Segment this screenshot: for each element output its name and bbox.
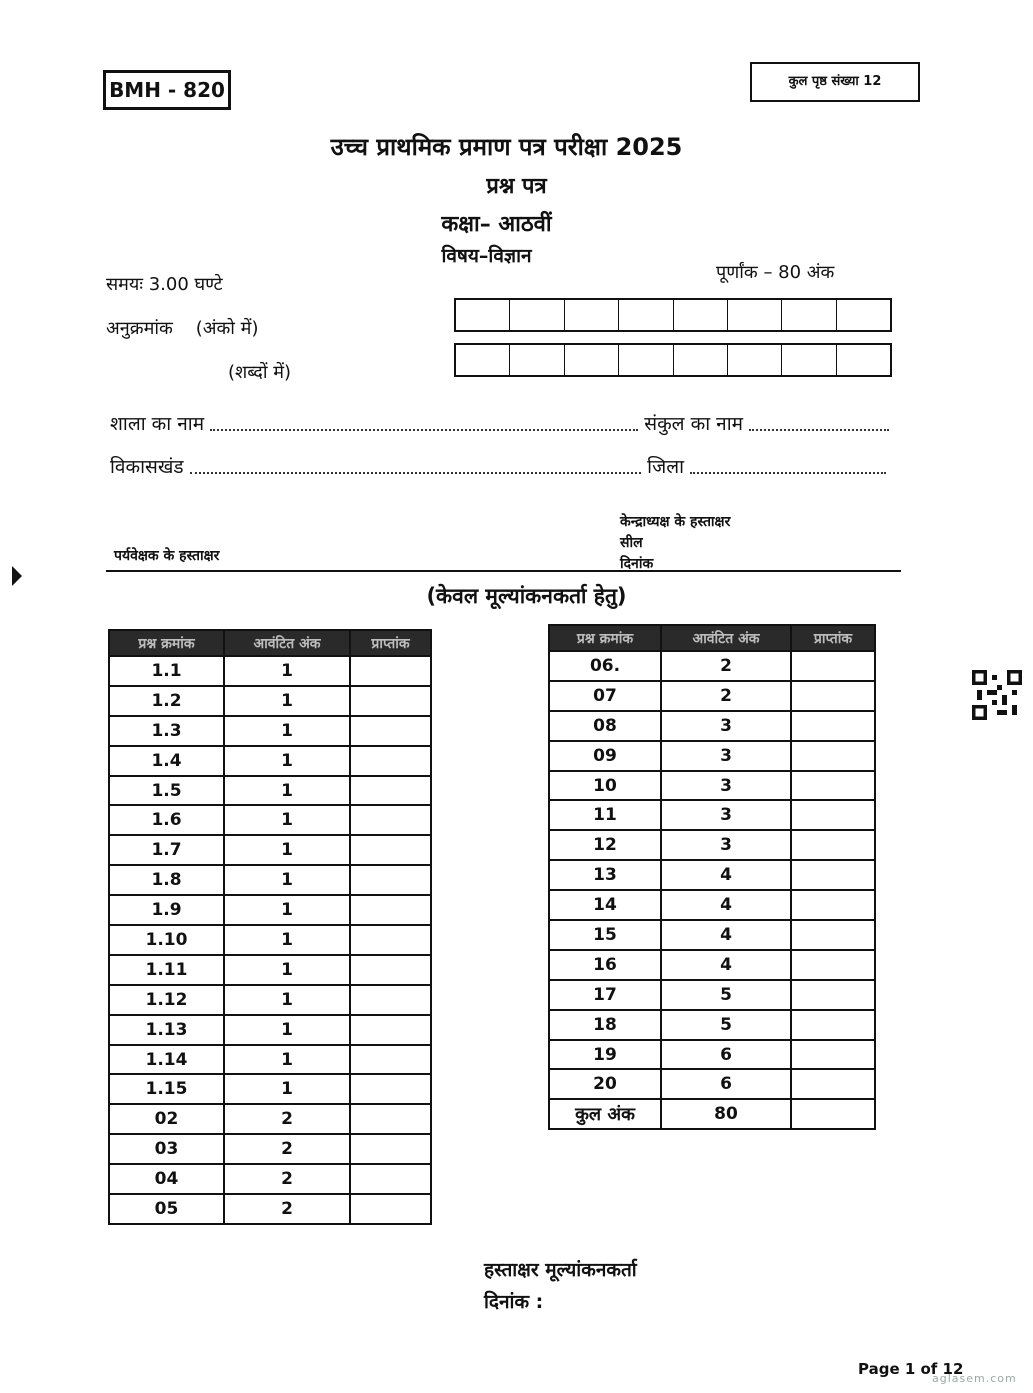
allotted-marks-cell: 1 xyxy=(224,985,350,1015)
header-question-no: प्रश्न क्रमांक xyxy=(109,630,224,656)
table-row xyxy=(549,950,875,980)
total-value: 80 xyxy=(661,1099,791,1129)
obtained-marks-cell[interactable] xyxy=(350,1164,431,1194)
total-row xyxy=(549,1099,875,1129)
table-row xyxy=(109,1074,431,1104)
question-number-cell: 12 xyxy=(549,830,661,860)
table-row xyxy=(109,1045,431,1075)
obtained-marks-cell[interactable] xyxy=(350,686,431,716)
question-number-cell: 1.11 xyxy=(109,955,224,985)
marks-table-left xyxy=(108,629,432,1225)
question-number-cell: 1.14 xyxy=(109,1045,224,1075)
allotted-marks-cell: 3 xyxy=(661,741,791,771)
table-row xyxy=(549,800,875,830)
question-number-cell: 1.10 xyxy=(109,925,224,955)
table-row xyxy=(109,835,431,865)
table-row xyxy=(109,1134,431,1164)
header-question-no: प्रश्न क्रमांक xyxy=(549,625,661,651)
allotted-marks-cell: 1 xyxy=(224,865,350,895)
question-number-cell: 09 xyxy=(549,741,661,771)
allotted-marks-cell: 3 xyxy=(661,830,791,860)
table-row xyxy=(549,711,875,741)
date-label: दिनांक xyxy=(620,556,654,572)
obtained-marks-cell[interactable] xyxy=(350,776,431,806)
allotted-marks-cell: 1 xyxy=(224,656,350,686)
obtained-marks-cell[interactable] xyxy=(791,651,875,681)
obtained-marks-cell[interactable] xyxy=(350,955,431,985)
qr-code-icon xyxy=(972,670,1022,720)
header-obtained-marks: प्राप्तांक xyxy=(791,625,875,651)
question-number-cell: 1.3 xyxy=(109,716,224,746)
roll-word-box[interactable] xyxy=(674,345,728,375)
exam-title: उच्च प्राथमिक प्रमाण पत्र परीक्षा 2025 xyxy=(330,133,683,161)
allotted-marks-cell: 1 xyxy=(224,746,350,776)
school-cluster-row xyxy=(110,410,895,436)
obtained-marks-cell[interactable] xyxy=(350,985,431,1015)
allotted-marks-cell: 1 xyxy=(224,776,350,806)
page-number: Page 1 of 12 xyxy=(858,1360,964,1378)
table-row xyxy=(549,1040,875,1070)
allotted-marks-cell: 1 xyxy=(224,1074,350,1104)
allotted-marks-cell: 4 xyxy=(661,860,791,890)
question-number-cell: 1.13 xyxy=(109,1015,224,1045)
obtained-marks-cell[interactable] xyxy=(791,920,875,950)
obtained-marks-cell[interactable] xyxy=(350,805,431,835)
allotted-marks-cell: 6 xyxy=(661,1069,791,1099)
obtained-marks-cell[interactable] xyxy=(350,716,431,746)
question-number-cell: 13 xyxy=(549,860,661,890)
allotted-marks-cell: 1 xyxy=(224,1045,350,1075)
total-pages: कुल पृष्ठ संख्या 12 xyxy=(750,62,920,102)
table-row xyxy=(549,920,875,950)
table-row xyxy=(109,686,431,716)
center-signature-block xyxy=(620,512,730,575)
obtained-marks-cell[interactable] xyxy=(791,950,875,980)
table-row xyxy=(109,1015,431,1045)
cluster-name-label: संकुल का नाम xyxy=(644,413,743,435)
table-header-row xyxy=(109,630,431,656)
roll-words-grid[interactable] xyxy=(454,343,892,377)
table-row xyxy=(109,985,431,1015)
evaluator-only-heading: (केवल मूल्यांकनकर्ता हेतु) xyxy=(426,584,627,608)
divider xyxy=(106,570,901,572)
allotted-marks-cell: 4 xyxy=(661,890,791,920)
question-number-cell: 1.2 xyxy=(109,686,224,716)
roll-digit-box[interactable] xyxy=(565,300,619,330)
obtained-marks-cell[interactable] xyxy=(791,1040,875,1070)
obtained-marks-cell[interactable] xyxy=(350,1104,431,1134)
question-number-cell: 1.5 xyxy=(109,776,224,806)
header-obtained-marks: प्राप्तांक xyxy=(350,630,431,656)
allotted-marks-cell: 1 xyxy=(224,716,350,746)
allotted-marks-cell: 3 xyxy=(661,711,791,741)
question-number-cell: 18 xyxy=(549,1010,661,1040)
allotted-marks-cell: 3 xyxy=(661,800,791,830)
question-number-cell: 04 xyxy=(109,1164,224,1194)
table-row xyxy=(549,651,875,681)
school-name-field[interactable] xyxy=(210,429,638,431)
table-row xyxy=(109,746,431,776)
question-number-cell: 02 xyxy=(109,1104,224,1134)
scan-edge-mark xyxy=(12,566,22,586)
table-row xyxy=(549,681,875,711)
allotted-marks-cell: 5 xyxy=(661,1010,791,1040)
question-number-cell: 1.7 xyxy=(109,835,224,865)
obtained-marks-cell[interactable] xyxy=(791,800,875,830)
question-number-cell: 1.6 xyxy=(109,805,224,835)
obtained-marks-cell[interactable] xyxy=(350,1194,431,1224)
question-number-cell: 16 xyxy=(549,950,661,980)
allotted-marks-cell: 1 xyxy=(224,925,350,955)
obtained-marks-cell[interactable] xyxy=(350,925,431,955)
paper-subtitle: प्रश्न पत्र xyxy=(486,174,547,199)
roll-digit-box[interactable] xyxy=(510,300,564,330)
table-row xyxy=(549,890,875,920)
paper-code: BMH - 820 xyxy=(103,70,231,110)
allotted-marks-cell: 1 xyxy=(224,895,350,925)
cluster-name-field[interactable] xyxy=(749,429,889,431)
obtained-marks-cell[interactable] xyxy=(791,1010,875,1040)
allotted-marks-cell: 4 xyxy=(661,950,791,980)
roll-digit-box[interactable] xyxy=(782,300,836,330)
obtained-marks-cell[interactable] xyxy=(350,746,431,776)
supervisor-signature: पर्यवेक्षक के हस्ताक्षर xyxy=(114,548,220,564)
question-number-cell: 14 xyxy=(549,890,661,920)
district-field[interactable] xyxy=(690,472,886,474)
allotted-marks-cell: 2 xyxy=(224,1194,350,1224)
table-row xyxy=(109,1104,431,1134)
question-number-cell: 1.1 xyxy=(109,656,224,686)
roll-digit-box[interactable] xyxy=(456,300,510,330)
allotted-marks-cell: 1 xyxy=(224,686,350,716)
obtained-marks-cell[interactable] xyxy=(791,771,875,801)
block-field[interactable] xyxy=(190,472,642,474)
roll-word-box[interactable] xyxy=(565,345,619,375)
allotted-marks-cell: 2 xyxy=(224,1164,350,1194)
header-allotted-marks: आवंटित अंक xyxy=(224,630,350,656)
table-row xyxy=(549,741,875,771)
evaluator-signature-block xyxy=(484,1254,637,1318)
table-row xyxy=(109,716,431,746)
table-row xyxy=(109,925,431,955)
roll-word-box[interactable] xyxy=(456,345,510,375)
watermark: aglasem.com xyxy=(932,1372,1017,1385)
question-number-cell: 06. xyxy=(549,651,661,681)
roll-word-box[interactable] xyxy=(837,345,890,375)
roll-digits-grid[interactable] xyxy=(454,298,892,332)
table-row xyxy=(549,830,875,860)
obtained-marks-cell[interactable] xyxy=(791,890,875,920)
allotted-marks-cell: 5 xyxy=(661,980,791,1010)
school-name-label: शाला का नाम xyxy=(110,413,205,435)
obtained-marks-cell[interactable] xyxy=(350,895,431,925)
obtained-marks-cell[interactable] xyxy=(791,980,875,1010)
allotted-marks-cell: 1 xyxy=(224,805,350,835)
table-row xyxy=(549,860,875,890)
table-row xyxy=(109,865,431,895)
obtained-marks-cell[interactable] xyxy=(350,835,431,865)
question-number-cell: 07 xyxy=(549,681,661,711)
obtained-marks-cell[interactable] xyxy=(791,741,875,771)
question-number-cell: 1.12 xyxy=(109,985,224,1015)
obtained-marks-cell[interactable] xyxy=(350,656,431,686)
question-number-cell: 1.9 xyxy=(109,895,224,925)
total-obtained-cell[interactable] xyxy=(791,1099,875,1129)
table-row xyxy=(549,980,875,1010)
allotted-marks-cell: 1 xyxy=(224,955,350,985)
table-row xyxy=(549,1069,875,1099)
obtained-marks-cell[interactable] xyxy=(791,711,875,741)
allotted-marks-cell: 3 xyxy=(661,771,791,801)
question-number-cell: 17 xyxy=(549,980,661,1010)
block-district-row xyxy=(110,453,892,479)
roll-digit-box[interactable] xyxy=(619,300,673,330)
table-row xyxy=(109,1194,431,1224)
obtained-marks-cell[interactable] xyxy=(791,860,875,890)
subject-label: विषय–विज्ञान xyxy=(441,245,532,267)
question-number-cell: 05 xyxy=(109,1194,224,1224)
roll-words-label: (शब्दों में) xyxy=(228,362,291,383)
obtained-marks-cell[interactable] xyxy=(350,1045,431,1075)
table-row xyxy=(109,895,431,925)
center-head-signature: केन्द्राध्यक्ष के हस्ताक्षर xyxy=(620,514,731,530)
time-label: समयः 3.00 घण्टे xyxy=(106,274,223,295)
table-row xyxy=(109,1164,431,1194)
question-number-cell: 03 xyxy=(109,1134,224,1164)
seal-label: सील xyxy=(620,535,643,551)
obtained-marks-cell[interactable] xyxy=(791,830,875,860)
question-number-cell: 11 xyxy=(549,800,661,830)
table-row xyxy=(109,776,431,806)
roll-word-box[interactable] xyxy=(619,345,673,375)
obtained-marks-cell[interactable] xyxy=(791,681,875,711)
roll-word-box[interactable] xyxy=(728,345,782,375)
roll-number-label: अनुक्रमांक (अंको में) xyxy=(106,318,259,339)
district-label: जिला xyxy=(647,456,684,478)
evaluator-date-label: दिनांक : xyxy=(484,1291,544,1313)
allotted-marks-cell: 1 xyxy=(224,1015,350,1045)
allotted-marks-cell: 2 xyxy=(224,1104,350,1134)
max-marks: पूर्णांक – 80 अंक xyxy=(716,262,835,283)
allotted-marks-cell: 4 xyxy=(661,920,791,950)
header-allotted-marks: आवंटित अंक xyxy=(661,625,791,651)
question-number-cell: 1.15 xyxy=(109,1074,224,1104)
question-number-cell: 15 xyxy=(549,920,661,950)
block-label: विकासखंड xyxy=(110,456,184,478)
roll-word-box[interactable] xyxy=(782,345,836,375)
obtained-marks-cell[interactable] xyxy=(791,1069,875,1099)
table-row xyxy=(109,656,431,686)
question-number-cell: 1.4 xyxy=(109,746,224,776)
allotted-marks-cell: 6 xyxy=(661,1040,791,1070)
total-label: कुल अंक xyxy=(549,1099,661,1129)
table-row xyxy=(549,1010,875,1040)
obtained-marks-cell[interactable] xyxy=(350,1015,431,1045)
roll-digit-box[interactable] xyxy=(728,300,782,330)
question-number-cell: 1.8 xyxy=(109,865,224,895)
obtained-marks-cell[interactable] xyxy=(350,1134,431,1164)
allotted-marks-cell: 2 xyxy=(661,681,791,711)
table-row xyxy=(109,955,431,985)
question-number-cell: 19 xyxy=(549,1040,661,1070)
table-row xyxy=(109,805,431,835)
obtained-marks-cell[interactable] xyxy=(350,1074,431,1104)
question-number-cell: 20 xyxy=(549,1069,661,1099)
allotted-marks-cell: 2 xyxy=(224,1134,350,1164)
table-header-row xyxy=(549,625,875,651)
marks-table-right xyxy=(548,624,876,1130)
table-row xyxy=(549,771,875,801)
question-number-cell: 10 xyxy=(549,771,661,801)
obtained-marks-cell[interactable] xyxy=(350,865,431,895)
roll-word-box[interactable] xyxy=(510,345,564,375)
roll-digit-box[interactable] xyxy=(674,300,728,330)
allotted-marks-cell: 2 xyxy=(661,651,791,681)
evaluator-signature-label: हस्ताक्षर मूल्यांकनकर्ता xyxy=(484,1259,637,1281)
allotted-marks-cell: 1 xyxy=(224,835,350,865)
roll-digit-box[interactable] xyxy=(837,300,890,330)
class-label: कक्षा– आठवीं xyxy=(441,212,552,237)
question-number-cell: 08 xyxy=(549,711,661,741)
